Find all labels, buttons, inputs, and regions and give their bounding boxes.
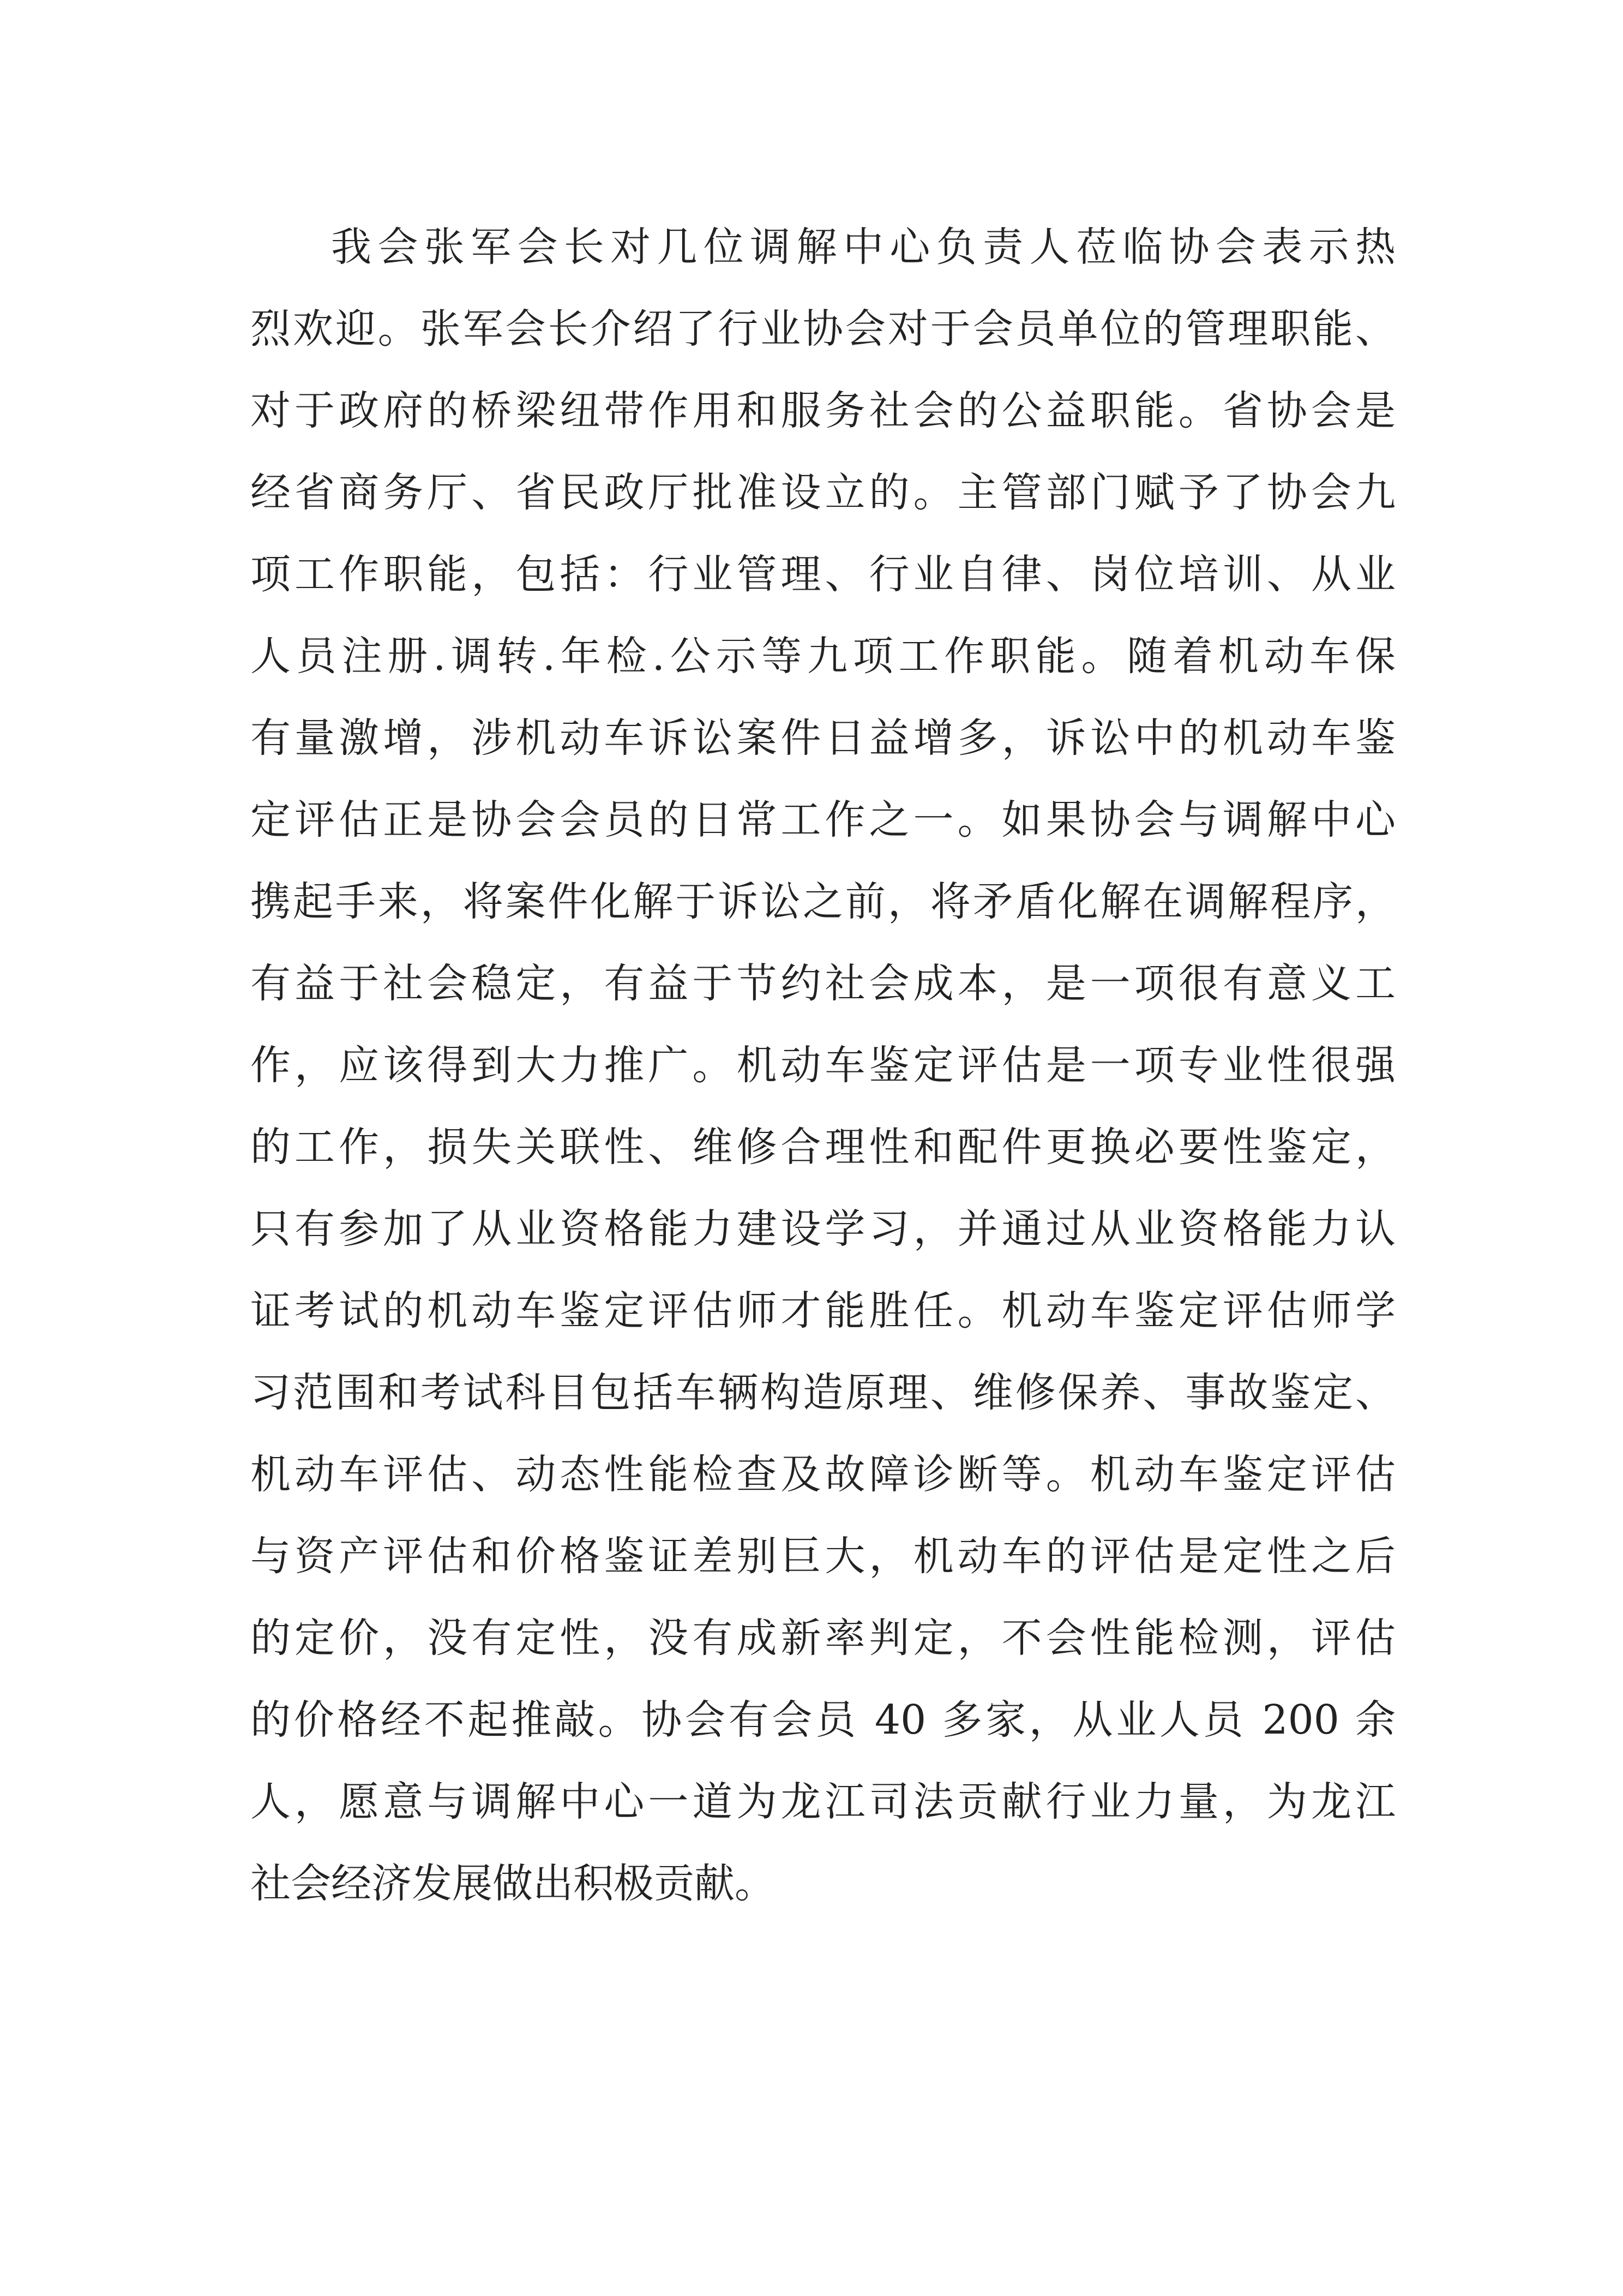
paragraph-line-5: 项工作职能，包括：行业管理、行业自律、岗位培训、从业 [250,551,1396,598]
paragraph-line-7: 有量激增，涉机动车诉讼案件日益增多，诉讼中的机动车鉴 [250,715,1396,762]
paragraph-line-15: 习范围和考试科目包括车辆构造原理、维修保养、事故鉴定、 [250,1369,1396,1416]
paragraph-line-4: 经省商务厅、省民政厅批准设立的。主管部门赋予了协会九 [250,469,1396,516]
paragraph-line-18: 的定价，没有定性，没有成新率判定，不会性能检测，评估 [250,1615,1396,1662]
paragraph-line-3: 对于政府的桥梁纽带作用和服务社会的公益职能。省协会是 [250,387,1396,434]
paragraph-line-10: 有益于社会稳定，有益于节约社会成本，是一项很有意义工 [250,960,1396,1007]
paragraph-line-20: 人，愿意与调解中心一道为龙江司法贡献行业力量，为龙江 [250,1778,1396,1825]
paragraph-line-6: 人员注册.调转.年检.公示等九项工作职能。随着机动车保 [250,633,1396,680]
paragraph-line-1: 我会张军会长对几位调解中心负责人莅临协会表示热 [331,224,1396,271]
paragraph-line-19: 的价格经不起推敲。协会有会员 40 多家，从业人员 200 余 [250,1696,1396,1743]
paragraph-line-8: 定评估正是协会会员的日常工作之一。如果协会与调解中心 [250,796,1396,843]
body-paragraph [250,206,1396,1925]
paragraph-line-13: 只有参加了从业资格能力建设学习，并通过从业资格能力认 [250,1206,1396,1252]
paragraph-line-17: 与资产评估和价格鉴证差别巨大，机动车的评估是定性之后 [250,1533,1396,1580]
paragraph-line-12: 的工作，损失关联性、维修合理性和配件更换必要性鉴定， [250,1124,1396,1171]
paragraph-line-2: 烈欢迎。张军会长介绍了行业协会对于会员单位的管理职能、 [250,305,1396,352]
paragraph-line-21: 社会经济发展做出积极贡献。 [250,1860,775,1907]
paragraph-line-14: 证考试的机动车鉴定评估师才能胜任。机动车鉴定评估师学 [250,1287,1396,1334]
paragraph-line-11: 作，应该得到大力推广。机动车鉴定评估是一项专业性很强 [250,1042,1396,1089]
paragraph-line-16: 机动车评估、动态性能检查及故障诊断等。机动车鉴定评估 [250,1451,1396,1498]
paragraph-line-9: 携起手来，将案件化解于诉讼之前，将矛盾化解在调解程序， [250,878,1396,925]
